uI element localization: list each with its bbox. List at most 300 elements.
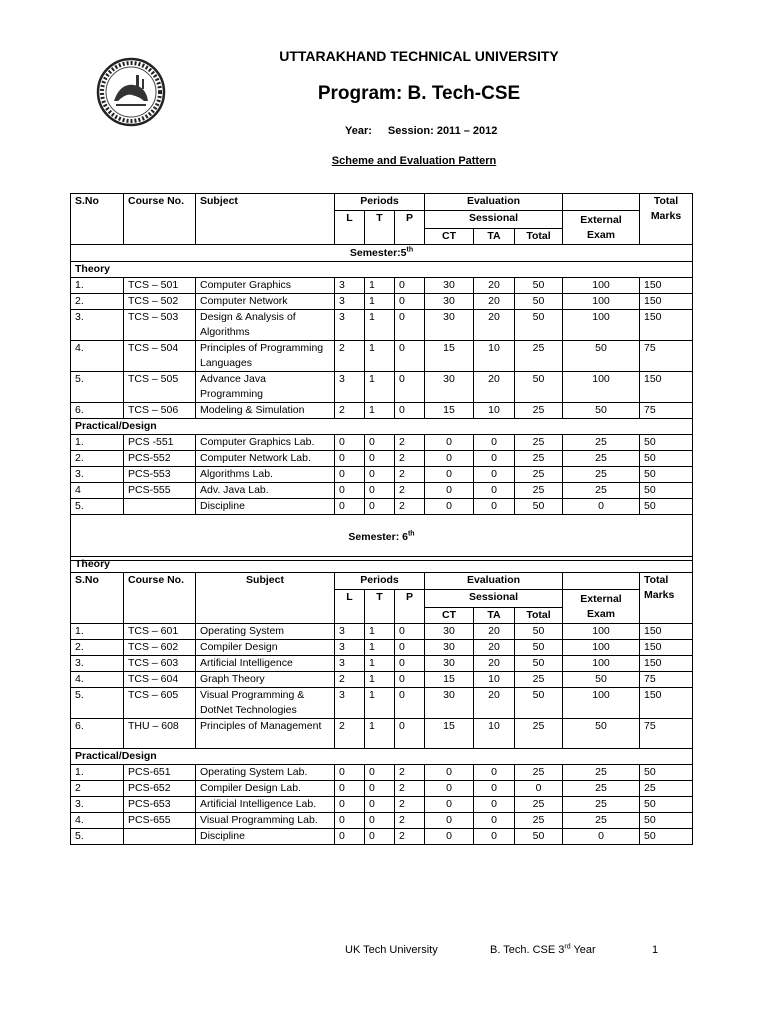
cell-ct: 0: [425, 451, 474, 467]
cell-t: 1: [365, 624, 395, 640]
cell-ct: 30: [425, 688, 474, 719]
cell-l: 0: [335, 829, 365, 845]
table-row: [71, 672, 693, 688]
cell-code: TCS – 602: [124, 640, 196, 656]
cell-subject: Modeling & Simulation: [196, 403, 335, 419]
cell-l: 0: [335, 781, 365, 797]
cell-t: 1: [365, 310, 395, 341]
cell-sno: 5.: [71, 372, 124, 403]
cell-t: 0: [365, 483, 395, 499]
cell-code: TCS – 601: [124, 624, 196, 640]
cell-marks: 50: [640, 797, 693, 813]
cell-ct: 0: [425, 499, 474, 515]
header-total-marks: Total Marks: [640, 573, 693, 624]
cell-ct: 0: [425, 813, 474, 829]
cell-ta: 0: [474, 765, 515, 781]
cell-p: 2: [395, 765, 425, 781]
cell-l: 0: [335, 499, 365, 515]
cell-ext: 25: [563, 467, 640, 483]
cell-ta: 0: [474, 499, 515, 515]
header-external-exam: External Exam: [563, 211, 640, 245]
cell-total: 50: [515, 310, 563, 341]
footer-page-number: 1: [652, 944, 659, 956]
cell-code: PCS-651: [124, 765, 196, 781]
cell-code: PCS-655: [124, 813, 196, 829]
cell-sno: 4.: [71, 672, 124, 688]
cell-ta: 20: [474, 656, 515, 672]
cell-t: 1: [365, 294, 395, 310]
cell-subject: Artificial Intelligence: [196, 656, 335, 672]
cell-ta: 0: [474, 813, 515, 829]
cell-t: 1: [365, 341, 395, 372]
table-row: [71, 656, 693, 672]
footer-course-year: B. Tech. CSE 3rd Year: [490, 943, 596, 956]
cell-code: TCS – 605: [124, 688, 196, 719]
cell-total: 50: [515, 499, 563, 515]
cell-p: 2: [395, 813, 425, 829]
cell-code: TCS – 503: [124, 310, 196, 341]
cell-ext: 50: [563, 719, 640, 749]
cell-l: 0: [335, 451, 365, 467]
cell-ext: 50: [563, 403, 640, 419]
cell-sno: 1.: [71, 435, 124, 451]
session-text: Session: 2011 – 2012: [387, 125, 498, 137]
cell-ct: 30: [425, 278, 474, 294]
cell-l: 3: [335, 656, 365, 672]
cell-ta: 20: [474, 640, 515, 656]
header-evaluation: Evaluation: [425, 573, 563, 590]
cell-t: 0: [365, 467, 395, 483]
cell-sno: 5.: [71, 499, 124, 515]
cell-code: TCS – 505: [124, 372, 196, 403]
table-row: [71, 719, 693, 749]
cell-ct: 0: [425, 765, 474, 781]
cell-ct: 30: [425, 310, 474, 341]
header-evaluation: Evaluation: [425, 194, 563, 211]
header-subject: Subject: [196, 573, 335, 624]
cell-p: 2: [395, 829, 425, 845]
cell-marks: 150: [640, 688, 693, 719]
cell-total: 50: [515, 278, 563, 294]
cell-subject: Principles of Programming Languages: [196, 341, 335, 372]
cell-t: 1: [365, 656, 395, 672]
cell-p: 0: [395, 656, 425, 672]
cell-ta: 0: [474, 781, 515, 797]
cell-p: 2: [395, 451, 425, 467]
cell-code: TCS – 504: [124, 341, 196, 372]
cell-code: PCS-553: [124, 467, 196, 483]
cell-t: 0: [365, 451, 395, 467]
cell-subject: Design & Analysis of Algorithms: [196, 310, 335, 341]
cell-sno: 4.: [71, 341, 124, 372]
table-row: [71, 483, 693, 499]
header-subject: Subject: [196, 194, 335, 245]
cell-code: PCS-552: [124, 451, 196, 467]
cell-total: 50: [515, 656, 563, 672]
cell-t: 0: [365, 797, 395, 813]
cell-total: 25: [515, 797, 563, 813]
cell-ta: 0: [474, 829, 515, 845]
cell-t: 0: [365, 765, 395, 781]
cell-ext: 25: [563, 765, 640, 781]
cell-sno: 2.: [71, 294, 124, 310]
table-row: [71, 640, 693, 656]
cell-ta: 20: [474, 294, 515, 310]
header-ta: TA: [474, 229, 515, 245]
cell-marks: 75: [640, 719, 693, 749]
cell-marks: 50: [640, 483, 693, 499]
cell-p: 0: [395, 719, 425, 749]
cell-marks: 150: [640, 278, 693, 294]
cell-total: 25: [515, 341, 563, 372]
cell-marks: 150: [640, 294, 693, 310]
cell-ct: 0: [425, 781, 474, 797]
header-total: Total: [515, 608, 563, 624]
cell-sno: 2: [71, 781, 124, 797]
cell-total: 25: [515, 435, 563, 451]
cell-t: 1: [365, 672, 395, 688]
cell-total: 50: [515, 372, 563, 403]
cell-code: [124, 499, 196, 515]
cell-subject: Graph Theory: [196, 672, 335, 688]
cell-p: 0: [395, 341, 425, 372]
header-external-exam: External Exam: [563, 590, 640, 624]
cell-ext: 100: [563, 310, 640, 341]
table-row: [71, 829, 693, 845]
cell-l: 0: [335, 435, 365, 451]
cell-ext: 100: [563, 640, 640, 656]
table-row: [71, 451, 693, 467]
cell-l: 0: [335, 467, 365, 483]
cell-marks: 150: [640, 624, 693, 640]
cell-total: 50: [515, 624, 563, 640]
cell-t: 0: [365, 829, 395, 845]
cell-ext: 50: [563, 341, 640, 372]
cell-ct: 30: [425, 656, 474, 672]
cell-ct: 30: [425, 624, 474, 640]
program-title: Program: B. Tech-CSE: [317, 83, 521, 104]
cell-t: 0: [365, 435, 395, 451]
cell-ext: 100: [563, 688, 640, 719]
cell-subject: Operating System: [196, 624, 335, 640]
semester-6-table: [70, 556, 693, 845]
cell-sno: 6.: [71, 403, 124, 419]
header-total: Total: [515, 229, 563, 245]
cell-marks: 50: [640, 467, 693, 483]
cell-sno: 3.: [71, 797, 124, 813]
cell-subject: Algorithms Lab.: [196, 467, 335, 483]
table-row: [71, 781, 693, 797]
table-row: [71, 688, 693, 719]
cell-marks: 150: [640, 656, 693, 672]
cell-t: 0: [365, 813, 395, 829]
header-t: T: [365, 590, 395, 624]
cell-sno: 2.: [71, 640, 124, 656]
cell-p: 2: [395, 483, 425, 499]
cell-p: 0: [395, 403, 425, 419]
cell-marks: 50: [640, 829, 693, 845]
table-row: [71, 765, 693, 781]
table-row: [71, 813, 693, 829]
cell-code: THU – 608: [124, 719, 196, 749]
cell-l: 2: [335, 672, 365, 688]
year-label: Year:: [345, 125, 372, 137]
header-periods: Periods: [335, 573, 425, 590]
cell-l: 0: [335, 765, 365, 781]
cell-sno: 4: [71, 483, 124, 499]
cell-ct: 0: [425, 829, 474, 845]
cell-code: PCS-652: [124, 781, 196, 797]
cell-ext: 0: [563, 499, 640, 515]
cell-p: 0: [395, 310, 425, 341]
cell-ta: 0: [474, 467, 515, 483]
header-ta: TA: [474, 608, 515, 624]
scheme-heading: Scheme and Evaluation Pattern: [331, 155, 497, 167]
section-practical: Practical/Design: [71, 749, 693, 765]
cell-l: 3: [335, 372, 365, 403]
table-row: [71, 403, 693, 419]
cell-total: 25: [515, 813, 563, 829]
cell-t: 0: [365, 781, 395, 797]
header-l: L: [335, 590, 365, 624]
cell-t: 1: [365, 403, 395, 419]
cell-ext: 25: [563, 483, 640, 499]
cell-t: 0: [365, 499, 395, 515]
cell-marks: 25: [640, 781, 693, 797]
cell-l: 2: [335, 341, 365, 372]
table-row: [71, 467, 693, 483]
header-l: L: [335, 211, 365, 245]
cell-subject: Computer Graphics Lab.: [196, 435, 335, 451]
cell-p: 0: [395, 624, 425, 640]
cell-ta: 20: [474, 624, 515, 640]
cell-ext: 100: [563, 294, 640, 310]
cell-p: 0: [395, 640, 425, 656]
cell-t: 1: [365, 688, 395, 719]
cell-l: 2: [335, 403, 365, 419]
cell-ta: 10: [474, 672, 515, 688]
cell-ta: 10: [474, 403, 515, 419]
table-row: [71, 294, 693, 310]
cell-marks: 50: [640, 499, 693, 515]
cell-subject: Computer Graphics: [196, 278, 335, 294]
cell-subject: Discipline: [196, 499, 335, 515]
cell-t: 1: [365, 640, 395, 656]
cell-total: 25: [515, 403, 563, 419]
cell-code: PCS -551: [124, 435, 196, 451]
cell-marks: 150: [640, 640, 693, 656]
cell-sno: 6.: [71, 719, 124, 749]
cell-p: 0: [395, 688, 425, 719]
cell-ct: 30: [425, 294, 474, 310]
cell-p: 2: [395, 435, 425, 451]
cell-sno: 1.: [71, 278, 124, 294]
cell-ct: 0: [425, 483, 474, 499]
cell-sno: 1.: [71, 624, 124, 640]
cell-ct: 0: [425, 797, 474, 813]
cell-ext: 25: [563, 781, 640, 797]
cell-marks: 50: [640, 435, 693, 451]
cell-total: 25: [515, 765, 563, 781]
cell-marks: 50: [640, 451, 693, 467]
cell-marks: 75: [640, 341, 693, 372]
section-theory: Theory: [71, 557, 693, 573]
cell-total: 25: [515, 672, 563, 688]
cell-total: 25: [515, 467, 563, 483]
cell-l: 3: [335, 624, 365, 640]
cell-ext: 100: [563, 278, 640, 294]
cell-subject: Compiler Design Lab.: [196, 781, 335, 797]
university-title: UTTARAKHAND TECHNICAL UNIVERSITY: [279, 48, 559, 64]
cell-sno: 3.: [71, 310, 124, 341]
cell-code: TCS – 506: [124, 403, 196, 419]
table-row: [71, 310, 693, 341]
cell-marks: 75: [640, 403, 693, 419]
cell-ta: 0: [474, 451, 515, 467]
cell-l: 0: [335, 813, 365, 829]
cell-p: 0: [395, 278, 425, 294]
cell-ta: 10: [474, 341, 515, 372]
header-sessional: Sessional: [425, 211, 563, 229]
cell-sno: 5.: [71, 829, 124, 845]
table-row: [71, 499, 693, 515]
cell-subject: Principles of Management: [196, 719, 335, 749]
cell-total: 0: [515, 781, 563, 797]
footer-university: UK Tech University: [345, 944, 438, 956]
cell-p: 2: [395, 467, 425, 483]
cell-sno: 5.: [71, 688, 124, 719]
cell-l: 3: [335, 310, 365, 341]
cell-ext: 0: [563, 829, 640, 845]
cell-ta: 10: [474, 719, 515, 749]
cell-l: 3: [335, 640, 365, 656]
table-row: [71, 372, 693, 403]
cell-l: 3: [335, 688, 365, 719]
header-ct: CT: [425, 229, 474, 245]
cell-subject: Artificial Intelligence Lab.: [196, 797, 335, 813]
header-course-no: Course No.: [124, 573, 196, 624]
cell-marks: 50: [640, 765, 693, 781]
cell-total: 50: [515, 688, 563, 719]
cell-subject: Discipline: [196, 829, 335, 845]
cell-sno: 4.: [71, 813, 124, 829]
cell-total: 50: [515, 829, 563, 845]
cell-t: 1: [365, 278, 395, 294]
cell-t: 1: [365, 719, 395, 749]
semester-5-label: Semester:5th: [71, 245, 693, 262]
cell-ct: 15: [425, 403, 474, 419]
cell-l: 2: [335, 719, 365, 749]
cell-total: 25: [515, 483, 563, 499]
header-sessional: Sessional: [425, 590, 563, 608]
cell-l: 0: [335, 797, 365, 813]
cell-code: TCS – 603: [124, 656, 196, 672]
header-total-marks: Total Marks: [640, 194, 693, 245]
cell-ext: 50: [563, 672, 640, 688]
header-ct: CT: [425, 608, 474, 624]
header-sno: S.No: [71, 194, 124, 245]
table-row: [71, 278, 693, 294]
cell-p: 0: [395, 372, 425, 403]
semester-5-table: [70, 193, 693, 561]
cell-ta: 0: [474, 435, 515, 451]
section-practical: Practical/Design: [71, 419, 693, 435]
cell-ct: 0: [425, 435, 474, 451]
cell-ct: 30: [425, 640, 474, 656]
cell-marks: 50: [640, 813, 693, 829]
cell-marks: 150: [640, 372, 693, 403]
header-periods: Periods: [335, 194, 425, 211]
header-sno: S.No: [71, 573, 124, 624]
cell-l: 3: [335, 278, 365, 294]
table-row: [71, 435, 693, 451]
cell-sno: 3.: [71, 656, 124, 672]
cell-subject: Adv. Java Lab.: [196, 483, 335, 499]
cell-subject: Visual Programming & DotNet Technologies: [196, 688, 335, 719]
cell-l: 0: [335, 483, 365, 499]
cell-sno: 1.: [71, 765, 124, 781]
cell-ta: 20: [474, 372, 515, 403]
cell-ta: 0: [474, 797, 515, 813]
cell-ct: 15: [425, 672, 474, 688]
cell-l: 3: [335, 294, 365, 310]
cell-total: 25: [515, 719, 563, 749]
header-p: P: [395, 211, 425, 245]
cell-ext: 100: [563, 372, 640, 403]
table-row: [71, 341, 693, 372]
cell-ta: 20: [474, 278, 515, 294]
cell-p: 2: [395, 781, 425, 797]
cell-subject: Compiler Design: [196, 640, 335, 656]
cell-code: PCS-653: [124, 797, 196, 813]
cell-subject: Operating System Lab.: [196, 765, 335, 781]
cell-p: 2: [395, 797, 425, 813]
cell-ext: 100: [563, 624, 640, 640]
cell-subject: Visual Programming Lab.: [196, 813, 335, 829]
cell-sno: 3.: [71, 467, 124, 483]
header-t: T: [365, 211, 395, 245]
header-course-no: Course No.: [124, 194, 196, 245]
cell-p: 0: [395, 672, 425, 688]
header-p: P: [395, 590, 425, 624]
cell-code: TCS – 604: [124, 672, 196, 688]
cell-ext: 100: [563, 656, 640, 672]
cell-total: 25: [515, 451, 563, 467]
cell-ta: 0: [474, 483, 515, 499]
cell-code: PCS-555: [124, 483, 196, 499]
year-session-line: [345, 125, 497, 137]
cell-ct: 15: [425, 341, 474, 372]
cell-code: TCS – 501: [124, 278, 196, 294]
cell-subject: Advance Java Programming: [196, 372, 335, 403]
cell-ext: 25: [563, 813, 640, 829]
cell-code: [124, 829, 196, 845]
section-theory: Theory: [71, 262, 693, 278]
cell-ta: 20: [474, 688, 515, 719]
cell-marks: 75: [640, 672, 693, 688]
table-row: [71, 797, 693, 813]
cell-ta: 20: [474, 310, 515, 341]
cell-t: 1: [365, 372, 395, 403]
cell-ext: 25: [563, 435, 640, 451]
cell-subject: Computer Network Lab.: [196, 451, 335, 467]
cell-ct: 30: [425, 372, 474, 403]
cell-p: 2: [395, 499, 425, 515]
cell-code: TCS – 502: [124, 294, 196, 310]
cell-marks: 150: [640, 310, 693, 341]
cell-subject: Computer Network: [196, 294, 335, 310]
cell-total: 50: [515, 294, 563, 310]
